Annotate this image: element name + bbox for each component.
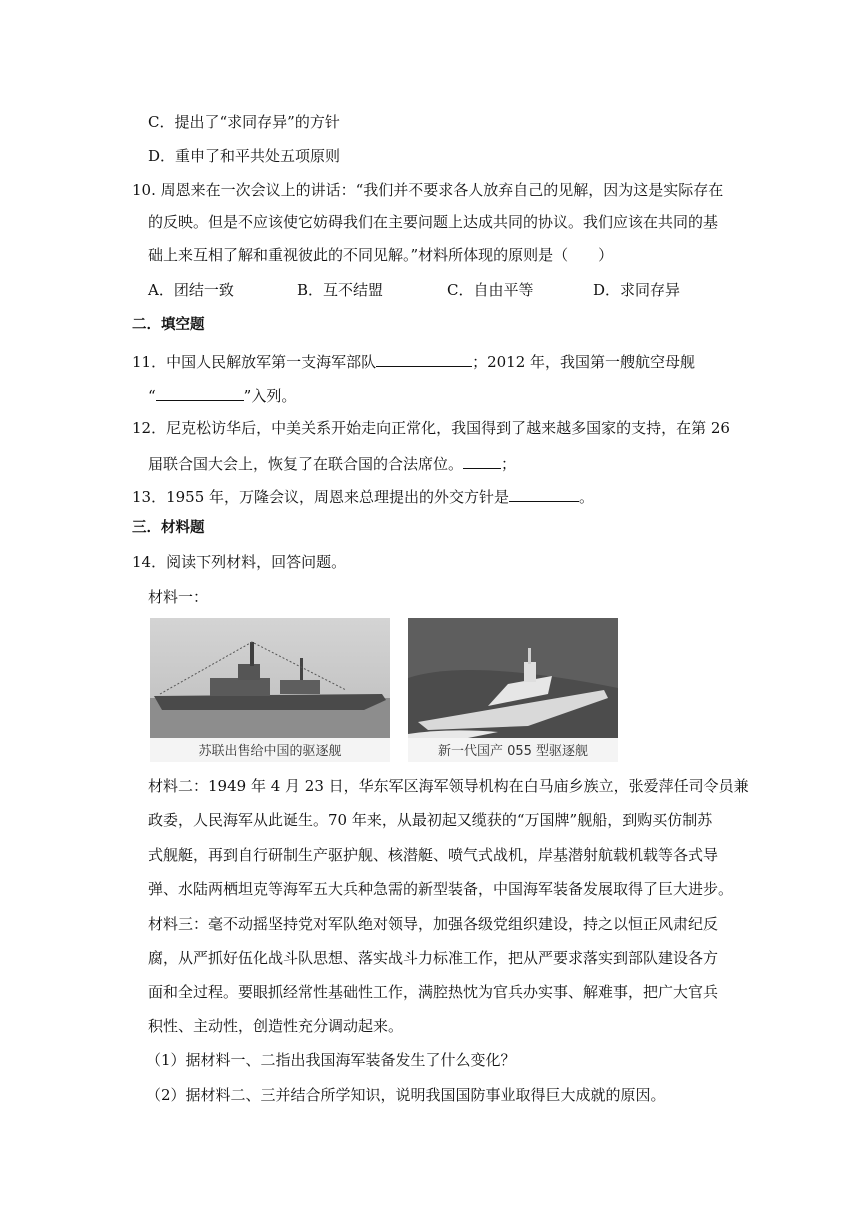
q10-line-2: 的反映。但是不应该使它妨碍我们在主要问题上达成共同的协议。我们应该在共同的基 [148, 213, 719, 231]
material-3-line-1: 材料三：毫不动摇坚持党对军队绝对领导，加强各级党组织建设，持之以恒正风肃纪反 [148, 915, 719, 933]
q11-blank-2[interactable] [156, 384, 244, 401]
photo1-caption: 苏联出售给中国的驱逐舰 [198, 744, 342, 759]
material-2-line-2: 政委，人民海军从此诞生。70 年来，从最初起又缆获的“万国牌”舰船，到购买仿制苏 [148, 811, 713, 829]
q10-option-c: C．自由平等 [447, 281, 534, 299]
material-3-line-3: 面和全过程。要眼抓经常性基础性工作，满腔热忱为官兵办实事、解难事，把广大官兵 [148, 983, 719, 1001]
material-2-line-1: 材料二：1949 年 4 月 23 日，华东军区海军领导机构在白马庙乡族立，张爱萍任司令员兼 [148, 777, 749, 795]
q13-blank[interactable] [509, 485, 579, 502]
material-1-label: 材料一： [148, 588, 209, 606]
material-2-line-3: 式舰艇，再到自行研制生产驱护舰、核潜艇、喷气式战机，岸基潜射航载机载等各式导 [148, 846, 719, 864]
q11-text-2: ；2012 年，我国第一艘航空母舰 [472, 353, 696, 371]
q14-stem: 14．阅读下列材料，回答问题。 [132, 553, 347, 571]
photo2-caption: 新一代国产 055 型驱逐舰 [437, 744, 589, 759]
q12-line-1: 12．尼克松访华后，中美关系开始走向正常化，我国得到了越来越多国家的支持，在第 26 [132, 419, 730, 437]
q9-option-d: D．重申了和平共处五项原则 [148, 147, 341, 165]
photo-soviet-destroyer [150, 618, 390, 762]
q10-option-a: A．团结一致 [148, 281, 234, 299]
material-2-line-4: 弹、水陆两栖坦克等海军五大兵种急需的新型装备，中国海军装备发展取得了巨大进步。 [148, 880, 734, 898]
q13-end: 。 [579, 488, 595, 506]
section-title-fill-in: 二．填空题 [132, 317, 205, 333]
section-title-material: 三．材料题 [132, 520, 205, 536]
q10-option-d: D．求同存异 [593, 281, 681, 299]
q11-blank-1[interactable] [376, 350, 472, 367]
q11-line-1 [132, 350, 695, 372]
q11-open-quote: “ [148, 387, 156, 405]
material-3-line-4: 积性、主动性，创造性充分调动起来。 [148, 1017, 404, 1035]
q12-line-2 [148, 452, 516, 474]
q14-question-2: （2）据材料二、三并结合所学知识，说明我国国防事业取得巨大成就的原因。 [146, 1086, 666, 1104]
q12-end: ； [501, 455, 517, 473]
q10-line-1: 10. 周恩来在一次会议上的讲话：“我们并不要求各人放弃自己的见解，因为这是实际存在 [132, 181, 724, 199]
q12-blank[interactable] [463, 452, 501, 469]
q13-text: 13．1955 年，万隆会议，周恩来总理提出的外交方针是 [132, 488, 510, 506]
photo-type055-destroyer [408, 618, 618, 762]
q10-line-3: 础上来互相了解和重视彼此的不同见解。”材料所体现的原则是（ ） [148, 246, 614, 264]
q9-option-c: C．提出了“求同存异”的方针 [148, 113, 340, 131]
q11-text-1: 11．中国人民解放军第一支海军部队 [132, 353, 377, 371]
soviet-destroyer-image [150, 618, 390, 762]
q10-option-b: B．互不结盟 [297, 281, 384, 299]
q13-line [132, 485, 594, 507]
q12-text: 届联合国大会上，恢复了在联合国的合法席位。 [148, 455, 464, 473]
material-3-line-2: 腐，从严抓好伍化战斗队思想、落实战斗力标准工作，把从严要求落实到部队建设各方 [148, 949, 719, 967]
q11-close: ”入列。 [243, 387, 297, 405]
type055-destroyer-image [408, 618, 618, 762]
q14-question-1: （1）据材料一、二指出我国海军装备发生了什么变化？ [146, 1051, 516, 1069]
q11-line-2 [148, 384, 296, 406]
